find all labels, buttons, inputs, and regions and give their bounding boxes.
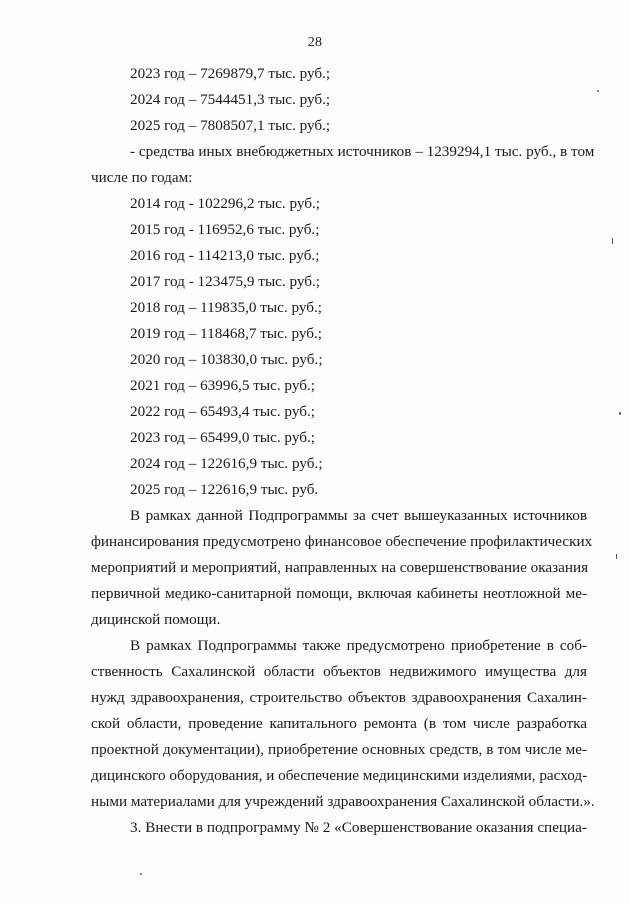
year-line: 2016 год - 114213,0 тыс. руб.; (130, 247, 320, 264)
year-line: 2023 год – 65499,0 тыс. руб.; (130, 429, 315, 446)
year-line: 2017 год - 123475,9 тыс. руб.; (130, 273, 321, 290)
budget-line: 2024 год – 7544451,3 тыс. руб.; (130, 91, 331, 108)
year-line: 2019 год – 118468,7 тыс. руб.; (130, 325, 322, 342)
paragraph-line: проектной документации), приобретение основных средств, в том числе ме- (91, 741, 587, 758)
scan-speck (612, 238, 613, 244)
year-line: 2024 год – 122616,9 тыс. руб.; (130, 455, 323, 472)
scan-speck (597, 90, 599, 92)
year-line: 2020 год – 103830,0 тыс. руб.; (130, 351, 323, 368)
paragraph-line: В рамках данной Подпрограммы за счет вышеуказанных источников (130, 507, 587, 524)
paragraph-line: дицинского оборудования, и обеспечение медицинскими изделиями, расход- (91, 767, 588, 784)
budget-line: 2023 год – 7269879,7 тыс. руб.; (130, 65, 331, 82)
year-line: 2021 год – 63996,5 тыс. руб.; (130, 377, 315, 394)
paragraph-line: В рамках Подпрограммы также предусмотрено приобретение в соб- (130, 637, 587, 654)
paragraph-line: дицинской помощи. (91, 611, 221, 628)
year-line: 2022 год – 65493,4 тыс. руб.; (130, 403, 315, 420)
paragraph-line: первичной медико-санитарной помощи, включая кабинеты неотложной ме- (91, 585, 587, 602)
paragraph-line: ской области, проведение капитального ремонта (в том числе разработка (91, 715, 587, 732)
budget-line: 2025 год – 7808507,1 тыс. руб.; (130, 117, 331, 134)
paragraph-line: ственность Сахалинской области объектов недвижимого имущества для (91, 663, 587, 680)
paragraph-line: ными материалами для учреждений здравоохранения Сахалинской области.». (91, 793, 595, 810)
other-sources-line: числе по годам: (91, 169, 193, 186)
paragraph-line: нужд здравоохранения, строительство объектов здравоохранения Сахалин- (91, 689, 587, 706)
year-line: 2025 год – 122616,9 тыс. руб. (130, 481, 319, 498)
paragraph-line: финансирования предусмотрено финансовое обеспечение профилактических (91, 533, 593, 550)
year-line: 2018 год – 119835,0 тыс. руб.; (130, 299, 322, 316)
page-number: 28 (307, 35, 323, 50)
other-sources-line: - средства иных внебюджетных источников – 1239294,1 тыс. руб., в том (130, 143, 595, 160)
scan-speck (140, 873, 142, 875)
year-line: 2014 год - 102296,2 тыс. руб.; (130, 195, 321, 212)
list-item-line: 3. Внести в подпрограмму № 2 «Совершенствование оказания специа- (130, 819, 587, 836)
scan-speck (619, 412, 621, 415)
year-line: 2015 год - 116952,6 тыс. руб.; (130, 221, 320, 238)
paragraph-line: мероприятий и мероприятий, направленных на совершенствование оказания (91, 559, 589, 576)
scan-speck (616, 554, 617, 559)
